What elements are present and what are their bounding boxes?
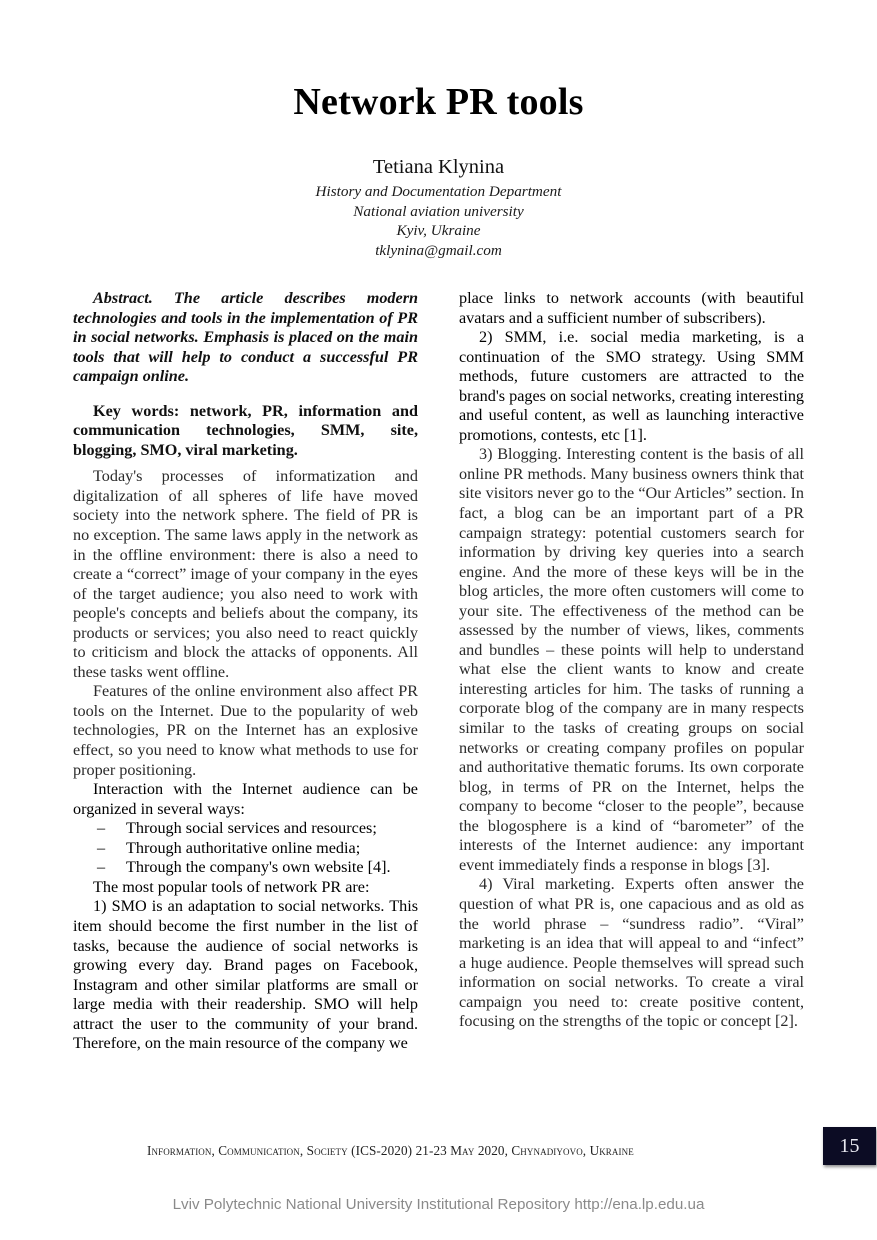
list-item: – Through social services and resources;	[97, 819, 377, 838]
paper-title: Network PR tools	[293, 81, 584, 123]
author-name: Tetiana Klynina	[372, 156, 505, 178]
dash-bullet-icon: –	[97, 858, 106, 877]
dash-bullet-icon: –	[97, 838, 106, 857]
page-number-badge: 15	[823, 1127, 876, 1165]
keywords: Key words: network, PR, information and communication technologies, SMM, site, blogging, SMO, viral marketing.	[73, 401, 418, 459]
author-affiliation	[0, 182, 877, 261]
right-column	[459, 289, 804, 1032]
list-item: – Through authoritative online media;	[97, 838, 361, 857]
interaction-ways-list	[73, 819, 418, 878]
body-paragraph-blogging: 3) Blogging. Interesting content is the basis of all online PR methods. Many business owners think that site visitors never go to the “Our Articles” section. In fact, a blog can be an important part of a PR campaign strategy: potential customers search for information by driving key queries into a search engine. And the more of these keys will be in the blog articles, the more often customers will come to your site. The effectiveness of the method can be assessed by the number of views, likes, comments and bundles – these points will help to understand what else the client wants to know and create interesting articles for him. The tasks of running a corporate blog of the company are in many respects similar to the tasks of creating groups on social networks or creating company profiles on popular and authoritative thematic forums. Its own corporate blog, in terms of PR on the Internet, helps the company to become “closer to the people”, because the blogosphere is a kind of “barometer” of the interests of the Internet audience: any important event immediately finds a response in blogs [3].	[459, 445, 804, 874]
left-column	[73, 289, 418, 1054]
body-paragraph: Interaction with the Internet audience can be organized in several ways:	[73, 780, 418, 818]
dash-bullet-icon: –	[97, 819, 106, 838]
author-email: tklynina@gmail.com	[375, 242, 502, 260]
body-paragraph-smm: 2) SMM, i.e. social media marketing, is a continuation of the SMO strategy. Using SMM methods, future customers are attracted to the brand's pages on social networks, creating interesting and useful content, as well as launching interactive promotions, contests, etc [1].	[459, 328, 805, 444]
affiliation-location: Kyiv, Ukraine	[396, 222, 481, 240]
repository-watermark: Lviv Polytechnic National University Institutional Repository http://ena.lp.edu.ua	[172, 1196, 705, 1213]
body-paragraph: Today's processes of informatization and digitalization of all spheres of life have moved society into the network sphere. The field of PR is no exception. The same laws apply in the network as in the offline environment: there is also a need to create a “correct” image of your company in the eyes of the target audience; you also need to work with people's concepts and beliefs about the company, its products or services; you also need to react quickly to criticism and block the attacks of opponents. All these tasks went offline.	[73, 467, 418, 681]
affiliation-department: History and Documentation Department	[315, 183, 562, 200]
body-paragraph-viral-marketing: 4) Viral marketing. Experts often answer the question of what PR is, one capacious and as old as the world phrase – “sundress radio”. “Viral” marketing is an idea that will appeal to and “infect” a huge audience. People themselves will spread such information on social networks. To create a viral campaign you need to: create positive content, focusing on the strengths of the topic or concept [2].	[459, 875, 804, 1031]
conference-footer: Information, Communication, Society (ICS-2020) 21-23 May 2020, Chynadiyovo, Ukraine	[147, 1143, 634, 1158]
body-paragraph-smo: 1) SMO is an adaptation to social networks. This item should become the first number in the list of tasks, because the audience of social networks is growing every day. Brand pages on Facebook, Instagram and other similar platforms are small or large media with their readership. SMO will help attract the user to the community of your brand. Therefore, on the main resource of the company we	[73, 897, 418, 1053]
body-paragraph-continued: place links to network accounts (with beautiful avatars and a sufficient number of subscribers).	[459, 289, 804, 327]
body-paragraph: The most popular tools of network PR are:	[93, 877, 370, 896]
affiliation-university: National aviation university	[353, 202, 524, 220]
abstract: Abstract. The article describes modern technologies and tools in the implementation of PR in social networks. Emphasis is placed on the main tools that will help to conduct a successful PR campaign online.	[73, 289, 418, 386]
body-paragraph: Features of the online environment also affect PR tools on the Internet. Due to the popularity of web technologies, PR on the Internet has an explosive effect, so you need to know what methods to use for proper positioning.	[73, 682, 418, 779]
list-item: – Through the company's own website [4].	[97, 858, 391, 877]
